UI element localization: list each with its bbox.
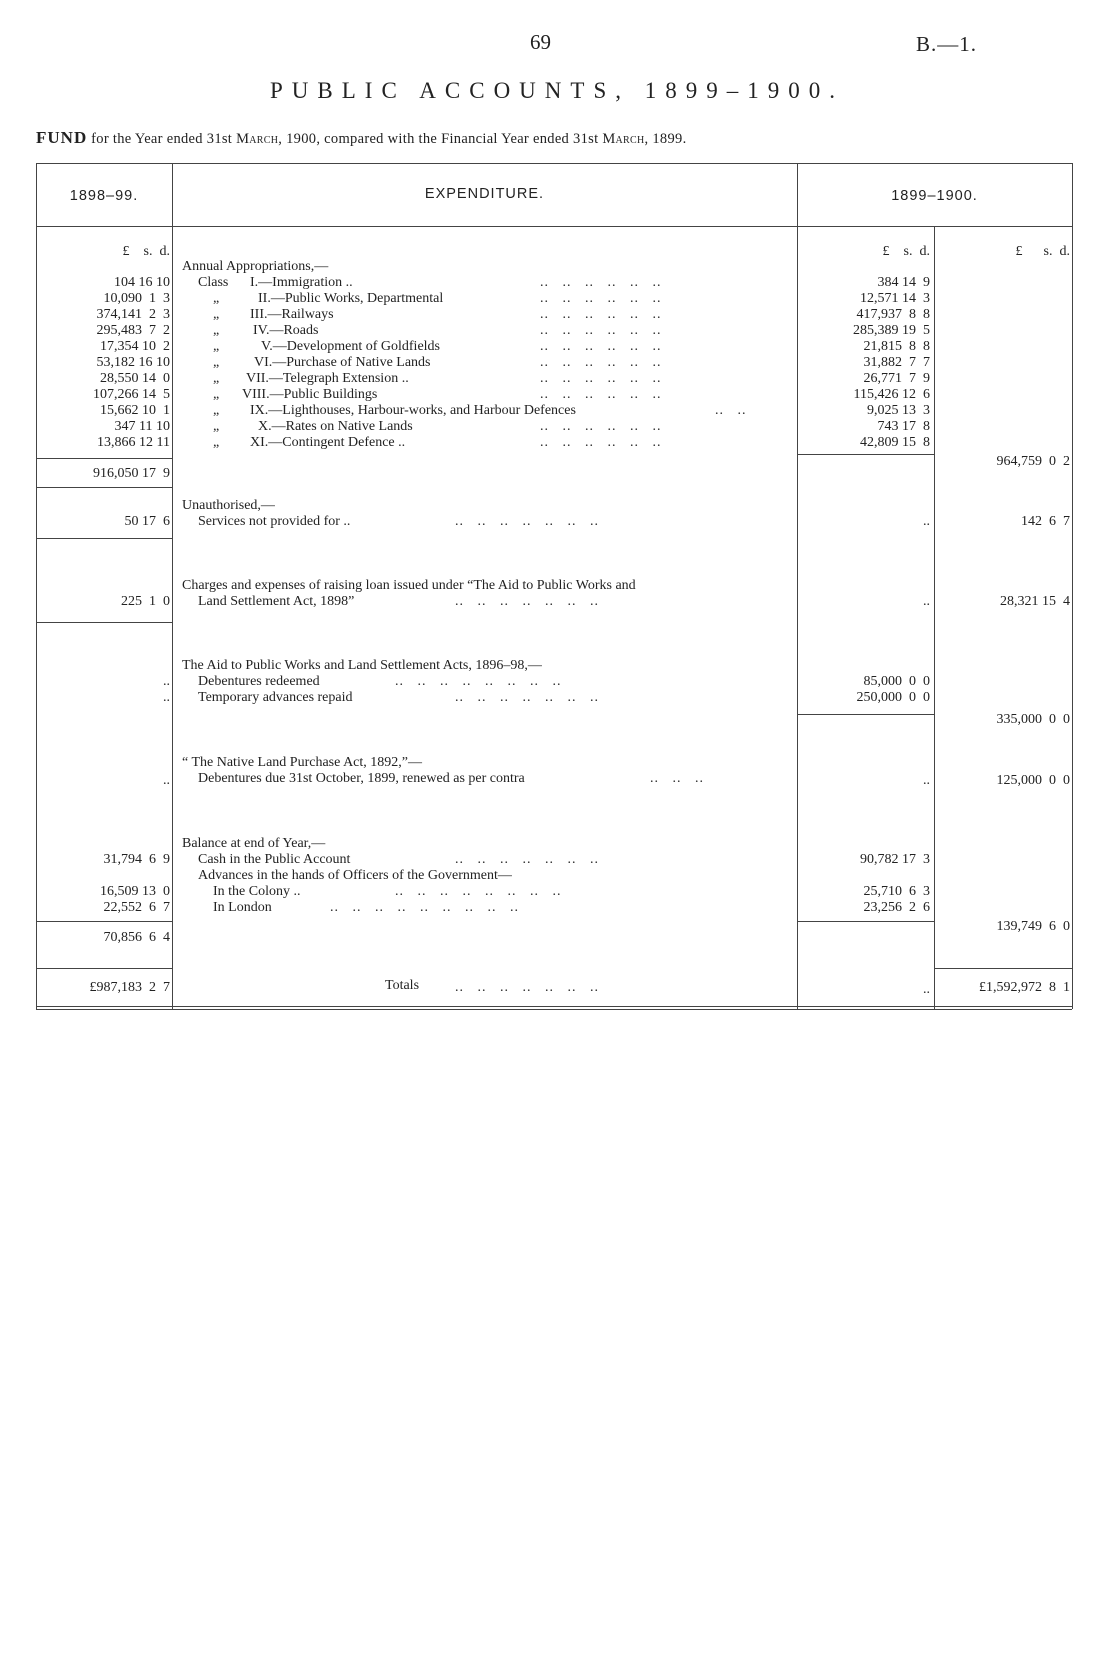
leader-dots: .. .. .. .. .. .. .. .. bbox=[395, 884, 562, 899]
annual-class-label: I.—Immigration .. bbox=[250, 275, 353, 290]
annual-class-label: IX.—Lighthouses, Harbour-works, and Harbour Defences bbox=[250, 403, 576, 418]
cash-prev: 31,794 6 9 bbox=[103, 852, 170, 867]
annual-class-prefix: „ bbox=[213, 419, 220, 434]
balance-curr-total: 139,749 6 0 bbox=[996, 919, 1070, 934]
table-top-rule bbox=[36, 163, 1072, 164]
unauthorised-label: Services not provided for .. bbox=[198, 514, 351, 529]
totals-top-rule bbox=[934, 968, 1072, 969]
leader-dots: .. .. .. .. .. .. .. bbox=[455, 852, 599, 867]
annual-curr-total: 964,759 0 2 bbox=[996, 454, 1070, 469]
annual-class-prefix: „ bbox=[213, 339, 220, 354]
loan-charges-curr-total: 28,321 15 4 bbox=[1000, 594, 1070, 609]
annual-curr-value: 115,426 12 6 bbox=[853, 387, 930, 402]
london-label: In London bbox=[213, 900, 272, 915]
divider-expenditure-curr bbox=[797, 163, 798, 1009]
subtitle-month-2: March bbox=[602, 131, 645, 147]
annual-prev-value: 53,182 16 10 bbox=[96, 355, 170, 370]
colony-curr: 25,710 6 3 bbox=[863, 884, 930, 899]
totals-top-rule bbox=[36, 968, 172, 969]
colony-label: In the Colony .. bbox=[213, 884, 301, 899]
leader-dots: .. .. .. .. .. .. bbox=[540, 275, 662, 290]
annual-class-label: IV.—Roads bbox=[253, 323, 319, 338]
totals-curr-detail: .. bbox=[923, 982, 930, 997]
leader-dots: .. .. .. .. .. .. bbox=[540, 435, 662, 450]
annual-curr-value: 21,815 8 8 bbox=[863, 339, 930, 354]
unauthorised-curr-total: 142 6 7 bbox=[1021, 514, 1070, 529]
annual-curr-value: 743 17 8 bbox=[877, 419, 930, 434]
annual-prev-value: 10,090 1 3 bbox=[103, 291, 170, 306]
annual-class-prefix: „ bbox=[213, 291, 220, 306]
annual-class-prefix: „ bbox=[213, 403, 220, 418]
unauthorised-heading: Unauthorised,— bbox=[182, 498, 275, 513]
leader-dots: .. .. .. .. .. .. .. bbox=[455, 594, 599, 609]
page-number: 69 bbox=[530, 30, 551, 54]
loan-charges-line-2: Land Settlement Act, 1898” bbox=[198, 594, 355, 609]
annual-class-label: III.—Railways bbox=[250, 307, 334, 322]
leader-dots: .. .. .. .. .. .. .. bbox=[455, 514, 599, 529]
annual-curr-value: 31,882 7 7 bbox=[863, 355, 930, 370]
native-land-prev: .. bbox=[163, 773, 170, 788]
annual-class-prefix: Class bbox=[198, 275, 229, 290]
annual-class-label: XI.—Contingent Defence .. bbox=[250, 435, 406, 450]
table-left-border bbox=[36, 163, 37, 1009]
leader-dots: .. .. .. .. .. .. bbox=[540, 323, 662, 338]
leader-dots: .. .. .. .. .. .. bbox=[540, 371, 662, 386]
debentures-redeemed-curr: 85,000 0 0 bbox=[863, 674, 930, 689]
header-1898-99: 1898–99. bbox=[69, 188, 139, 204]
table-bottom-rule-2 bbox=[36, 1009, 1072, 1010]
units-curr-total: £ s. d. bbox=[1015, 244, 1070, 259]
annual-prev-total: 916,050 17 9 bbox=[93, 466, 170, 481]
annual-prev-subtotal-rule bbox=[36, 458, 172, 459]
unauthorised-curr-detail: .. bbox=[923, 514, 930, 529]
temporary-advances-label: Temporary advances repaid bbox=[198, 690, 353, 705]
leader-dots: .. .. .. .. .. .. bbox=[540, 419, 662, 434]
balance-prev-subtotal-rule bbox=[36, 921, 172, 922]
annual-class-prefix: „ bbox=[213, 387, 220, 402]
annual-class-prefix: „ bbox=[213, 355, 220, 370]
unauthorised-prev: 50 17 6 bbox=[124, 514, 170, 529]
leader-dots: .. .. .. bbox=[650, 771, 704, 786]
annual-class-label: X.—Rates on Native Lands bbox=[258, 419, 413, 434]
advances-label: Advances in the hands of Officers of the Government— bbox=[198, 868, 512, 883]
page-title: PUBLIC ACCOUNTS, 1899–1900. bbox=[270, 78, 844, 103]
leader-dots: .. .. .. .. .. .. bbox=[540, 307, 662, 322]
totals-label: Totals bbox=[385, 978, 420, 993]
subtitle-part-c: , 1899. bbox=[644, 131, 687, 147]
section-rule bbox=[36, 538, 172, 539]
aid-acts-heading: The Aid to Public Works and Land Settlement Acts, 1896–98,— bbox=[182, 658, 542, 673]
annual-class-label: VI.—Purchase of Native Lands bbox=[254, 355, 431, 370]
annual-curr-subtotal-rule bbox=[797, 454, 934, 455]
totals-prev: £987,183 2 7 bbox=[89, 980, 170, 995]
table-right-border bbox=[1072, 163, 1073, 1009]
header-1899-1900: 1899–1900. bbox=[891, 188, 978, 204]
annual-class-label: II.—Public Works, Departmental bbox=[258, 291, 444, 306]
table-bottom-rule-1 bbox=[36, 1006, 1072, 1007]
subtitle-part-a: for the Year ended 31st bbox=[87, 131, 237, 147]
annual-appropriations-heading: Annual Appropriations,— bbox=[182, 259, 329, 274]
annual-prev-total-bottom-rule bbox=[36, 487, 172, 488]
annual-curr-value: 285,389 19 5 bbox=[853, 323, 930, 338]
annual-prev-value: 347 11 10 bbox=[114, 419, 170, 434]
leader-dots: .. .. bbox=[715, 403, 747, 418]
section-rule bbox=[36, 622, 172, 623]
annual-class-label: V.—Development of Goldfields bbox=[261, 339, 440, 354]
divider-prev-expenditure bbox=[172, 163, 173, 1009]
annual-class-prefix: „ bbox=[213, 307, 220, 322]
annual-curr-value: 9,025 13 3 bbox=[867, 403, 930, 418]
aid-acts-subtotal-rule bbox=[797, 714, 934, 715]
native-land-heading: “ The Native Land Purchase Act, 1892,”— bbox=[182, 755, 423, 770]
page-subtitle bbox=[36, 128, 687, 148]
leader-dots: .. .. .. .. .. .. .. bbox=[455, 690, 599, 705]
temporary-advances-curr: 250,000 0 0 bbox=[856, 690, 930, 705]
leader-dots: .. .. .. .. .. .. .. bbox=[455, 980, 599, 995]
annual-curr-value: 384 14 9 bbox=[877, 275, 930, 290]
annual-curr-value: 42,809 15 8 bbox=[860, 435, 930, 450]
leader-dots: .. .. .. .. .. .. .. .. bbox=[395, 674, 562, 689]
annual-class-prefix: „ bbox=[213, 435, 220, 450]
aid-acts-curr-total: 335,000 0 0 bbox=[996, 712, 1070, 727]
units-prev: £ s. d. bbox=[122, 244, 170, 259]
leader-dots: .. .. .. .. .. .. .. .. .. bbox=[330, 900, 519, 915]
annual-prev-value: 17,354 10 2 bbox=[100, 339, 170, 354]
balance-heading: Balance at end of Year,— bbox=[182, 836, 326, 851]
fund-label: FUND bbox=[36, 128, 88, 147]
annual-curr-value: 12,571 14 3 bbox=[860, 291, 930, 306]
annual-class-label: VIII.—Public Buildings bbox=[242, 387, 378, 402]
balance-curr-subtotal-rule bbox=[797, 921, 934, 922]
london-curr: 23,256 2 6 bbox=[863, 900, 930, 915]
loan-charges-line-1: Charges and expenses of raising loan issued under “The Aid to Public Works and bbox=[182, 578, 636, 593]
annual-prev-value: 295,483 7 2 bbox=[96, 323, 170, 338]
annual-class-prefix: „ bbox=[213, 371, 220, 386]
leader-dots: .. .. .. .. .. .. bbox=[540, 339, 662, 354]
totals-curr: £1,592,972 8 1 bbox=[979, 980, 1070, 995]
annual-prev-value: 104 16 10 bbox=[114, 275, 170, 290]
divider-curr-detail-total bbox=[934, 226, 935, 1009]
annual-prev-value: 15,662 10 1 bbox=[100, 403, 170, 418]
cash-label: Cash in the Public Account bbox=[198, 852, 351, 867]
leader-dots: .. .. .. .. .. .. bbox=[540, 355, 662, 370]
native-land-curr-total: 125,000 0 0 bbox=[996, 773, 1070, 788]
document-reference: B.—1. bbox=[916, 32, 978, 56]
header-bottom-rule bbox=[36, 226, 1072, 227]
annual-curr-value: 417,937 8 8 bbox=[856, 307, 930, 322]
cash-curr: 90,782 17 3 bbox=[860, 852, 930, 867]
native-land-curr-detail: .. bbox=[923, 773, 930, 788]
balance-prev-total: 70,856 6 4 bbox=[103, 930, 170, 945]
leader-dots: .. .. .. .. .. .. bbox=[540, 291, 662, 306]
debentures-redeemed-label: Debentures redeemed bbox=[198, 674, 320, 689]
loan-charges-curr-detail: .. bbox=[923, 594, 930, 609]
native-land-label: Debentures due 31st October, 1899, renewed as per contra bbox=[198, 771, 525, 786]
annual-prev-value: 13,866 12 11 bbox=[97, 435, 170, 450]
annual-prev-value: 374,141 2 3 bbox=[96, 307, 170, 322]
annual-curr-value: 26,771 7 9 bbox=[863, 371, 930, 386]
leader-dots: .. .. .. .. .. .. bbox=[540, 387, 662, 402]
annual-prev-value: 107,266 14 5 bbox=[93, 387, 170, 402]
subtitle-month-1: March bbox=[236, 131, 279, 147]
aid-acts-prev: .. bbox=[163, 690, 170, 705]
aid-acts-prev: .. bbox=[163, 674, 170, 689]
subtitle-part-b: , 1900, compared with the Financial Year ended 31st bbox=[278, 131, 603, 147]
header-expenditure: EXPENDITURE. bbox=[424, 186, 545, 202]
annual-prev-value: 28,550 14 0 bbox=[100, 371, 170, 386]
units-curr-detail: £ s. d. bbox=[882, 244, 930, 259]
colony-prev: 16,509 13 0 bbox=[100, 884, 170, 899]
annual-class-prefix: „ bbox=[213, 323, 220, 338]
annual-class-label: VII.—Telegraph Extension .. bbox=[246, 371, 409, 386]
loan-charges-prev: 225 1 0 bbox=[121, 594, 170, 609]
london-prev: 22,552 6 7 bbox=[103, 900, 170, 915]
